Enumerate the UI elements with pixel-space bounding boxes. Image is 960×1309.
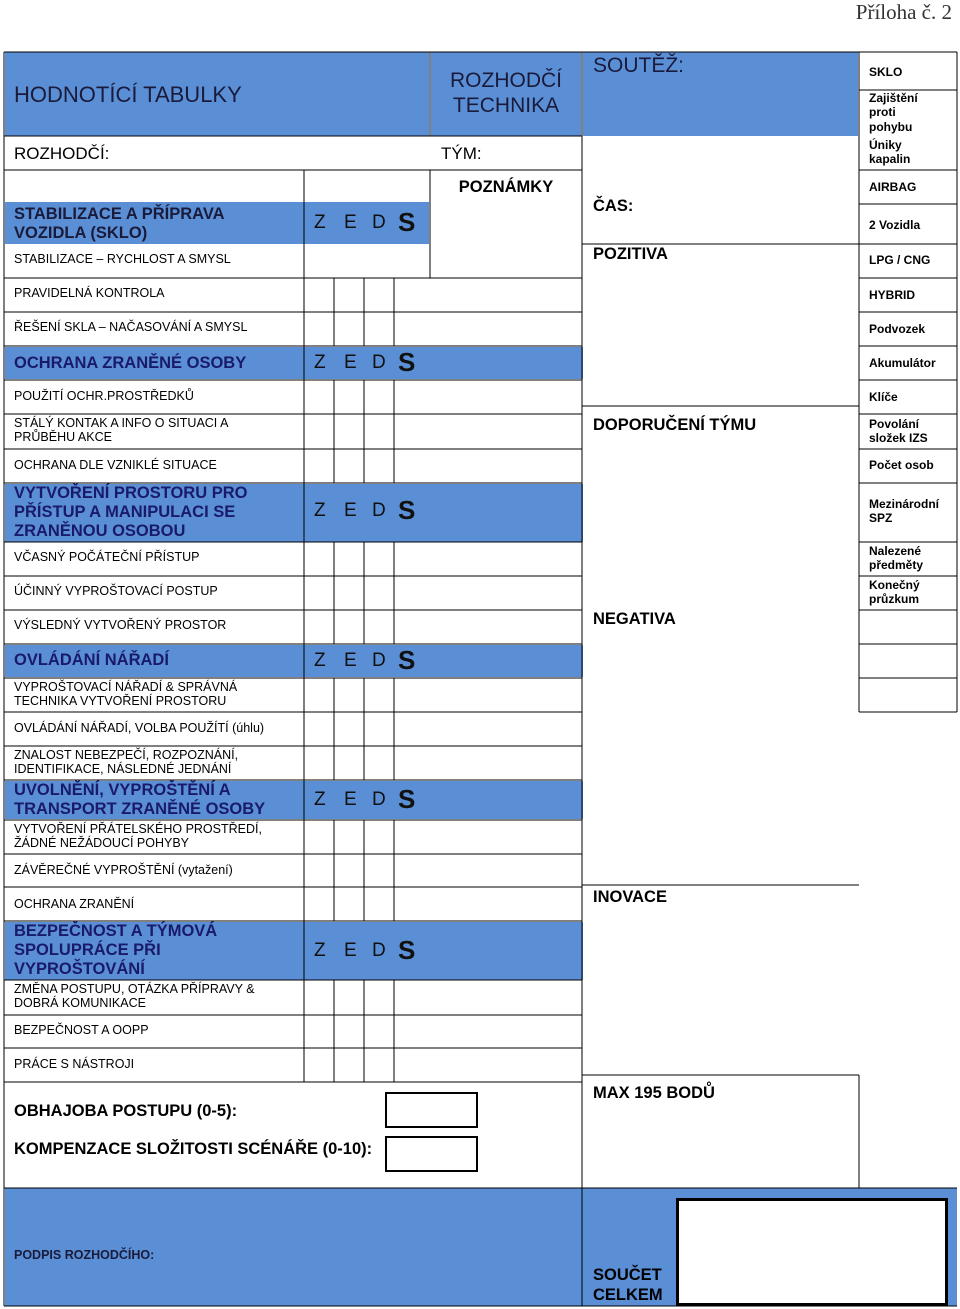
complexity-label: KOMPENZACE SLOŽITOSTI SCÉNÁŘE (0-10):	[14, 1140, 373, 1158]
right-item-items: Nalezené předměty	[869, 544, 924, 573]
right-item-battery: Akumulátor	[869, 356, 936, 370]
right-item-izs: Povolání složek IZS	[869, 417, 928, 446]
section-title-5: UVOLNĚNÍ, VYPROŠTĚNÍ A TRANSPORT ZRANĚNÉ OSOBY	[14, 781, 266, 818]
judge-label: ROZHODČÍ:	[14, 144, 110, 163]
criterion-6-1: ZMĚNA POSTUPU, OTÁZKA PŘÍPRAVY & DOBRÁ KOMUNIKACE	[14, 982, 255, 1011]
right-item-persons: Počet osob	[869, 458, 934, 472]
team-label: TÝM:	[441, 144, 482, 163]
criterion-2-3: OCHRANA DLE VZNIKLÉ SITUACE	[14, 458, 217, 472]
defense-score-box[interactable]	[385, 1092, 478, 1128]
right-item-hybrid: HYBRID	[869, 288, 916, 302]
criterion-6-3: PRÁCE S NÁSTROJI	[14, 1057, 135, 1071]
total-label: SOUČET CELKEM	[593, 1266, 663, 1304]
total-score-box[interactable]	[676, 1198, 948, 1306]
right-item-sklo: SKLO	[869, 65, 903, 79]
time-label: ČAS:	[593, 197, 634, 215]
right-item-leaks: Úniky kapalin	[869, 138, 911, 167]
criterion-5-1: VYTVOŘENÍ PŘÁTELSKÉHO PROSTŘEDÍ, ŽÁDNÉ NEŽÁDOUCÍ POHYBY	[14, 822, 262, 851]
criterion-1-3: ŘEŠENÍ SKLA – NAČASOVÁNÍ A SMYSL	[14, 320, 248, 334]
section-title-3: VYTVOŘENÍ PROSTORU PRO PŘÍSTUP A MANIPULACI SE ZRANĚNOU OSOBOU	[14, 484, 248, 540]
innovation-label: INOVACE	[593, 888, 667, 906]
section-title-2: OCHRANA ZRANĚNÉ OSOBY	[14, 354, 247, 372]
criterion-3-2: ÚČINNÝ VYPROŠTOVACÍ POSTUP	[14, 584, 218, 598]
team-recommendation-label: DOPORUČENÍ TÝMU	[593, 416, 757, 434]
max-points-label: MAX 195 BODŮ	[593, 1084, 715, 1102]
criterion-5-2: ZÁVĚREČNÉ VYPROŠTĚNÍ (vytažení)	[14, 863, 233, 877]
annex-label: Příloha č. 2	[855, 0, 952, 24]
section-title-6: BEZPEČNOST A TÝMOVÁ SPOLUPRÁCE PŘI VYPROŠTOVÁNÍ	[14, 922, 218, 978]
defense-label: OBHAJOBA POSTUPU (0-5):	[14, 1102, 238, 1120]
right-item-vehicles: 2 Vozidla	[869, 218, 921, 232]
criterion-1-2: PRAVIDELNÁ KONTROLA	[14, 286, 165, 300]
criterion-3-1: VČASNÝ POČÁTEČNÍ PŘÍSTUP	[14, 550, 200, 564]
criterion-2-2: STÁLÝ KONTAK A INFO O SITUACI A PRŮBĚHU AKCE	[14, 416, 228, 445]
right-item-lpg: LPG / CNG	[869, 253, 931, 267]
complexity-score-box[interactable]	[385, 1136, 478, 1172]
right-item-securing: Zajištění proti pohybu	[869, 91, 918, 134]
notes-label: POZNÁMKY	[458, 178, 554, 196]
competition-label: SOUTĚŽ:	[593, 54, 685, 77]
right-item-keys: Klíče	[869, 390, 898, 404]
criterion-4-1: VYPROŠTOVACÍ NÁŘADÍ & SPRÁVNÁ TECHNIKA VYTVOŘENÍ PROSTORU	[14, 680, 238, 709]
section-title-4: OVLÁDÁNÍ NÁŘADÍ	[14, 651, 169, 669]
positives-label: POZITIVA	[593, 245, 668, 263]
right-item-airbag: AIRBAG	[869, 180, 917, 194]
page-title: HODNOTÍCÍ TABULKY	[14, 82, 242, 107]
criterion-4-2: OVLÁDÁNÍ NÁŘADÍ, VOLBA POUŽÍTÍ (úhlu)	[14, 721, 265, 735]
criterion-4-3: ZNALOST NEBEZPEČÍ, ROZPOZNÁNÍ, IDENTIFIKACE, NÁSLEDNÉ JEDNÁNÍ	[14, 748, 239, 777]
criterion-2-1: POUŽITÍ OCHR.PROSTŘEDKŮ	[14, 389, 194, 403]
criterion-5-3: OCHRANA ZRANĚNÍ	[14, 897, 135, 911]
negatives-label: NEGATIVA	[593, 610, 676, 628]
right-item-chassis: Podvozek	[869, 322, 926, 336]
judge-technique-label: ROZHODČÍ TECHNIKA	[450, 69, 562, 118]
section-title-1: STABILIZACE A PŘÍPRAVA VOZIDLA (SKLO)	[14, 205, 224, 242]
signature-label: PODPIS ROZHODČÍHO:	[14, 1248, 155, 1262]
right-item-spz: Mezinárodní SPZ	[869, 497, 940, 526]
criterion-1-1: STABILIZACE – RYCHLOST A SMYSL	[14, 252, 231, 266]
right-item-survey: Konečný průzkum	[869, 578, 920, 607]
criterion-3-3: VÝSLEDNÝ VYTVOŘENÝ PROSTOR	[14, 618, 227, 632]
criterion-6-2: BEZPEČNOST A OOPP	[14, 1023, 149, 1037]
